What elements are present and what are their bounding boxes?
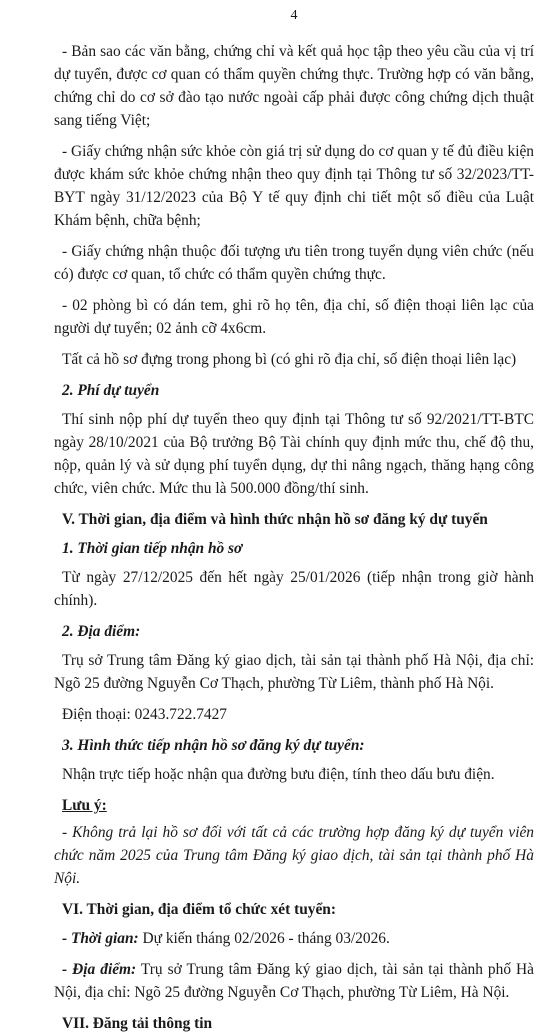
doc-item-priority-certificate: - Giấy chứng nhận thuộc đối tượng ưu tiên trong tuyển dụng viên chức (nếu có) được cơ quan, tổ chức có thẩm quyền chứng thực. (54, 243, 534, 283)
fee-text: Thí sinh nộp phí dự tuyển theo quy định tại Thông tư số 92/2021/TT-BTC ngày 28/10/2021 của Bộ trưởng Bộ Tài chính quy định mức thu, chế độ thu, nộp, quản lý và sử dụng phí tuyển dụng, dự thi nâng ngạch, thăng hạng công chức, viên chức. Mức thu là 500.000 đồng/thí sinh. (54, 411, 534, 497)
receipt-time-text: Từ ngày 27/12/2025 đến hết ngày 25/01/2026 (tiếp nhận trong giờ hành chính). (54, 569, 534, 609)
section-5-heading: V. Thời gian, địa điểm và hình thức nhận hồ sơ đăng ký dự tuyển (62, 511, 488, 528)
note-label: Lưu ý: (62, 797, 107, 814)
section-6-time-label: - Thời gian: (62, 930, 139, 947)
note-text: - Không trả lại hồ sơ đối với tất cả các trường hợp đăng ký dự tuyển viên chức năm 2025 của Trung tâm Đăng ký giao dịch, tài sản tại thành phố Hà Nội. (54, 824, 534, 887)
fee-heading: 2. Phí dự tuyển (62, 382, 160, 399)
phone-text: Điện thoại: 0243.722.7427 (62, 706, 228, 723)
doc-item-health-certificate: - Giấy chứng nhận sức khỏe còn giá trị sử dụng do cơ quan y tế đủ điều kiện được khám sức khỏe chứng nhận theo quy định tại Thông tư số 32/2023/TT-BYT ngày 31/12/2023 của Bộ Y tế quy định chi tiết một số điều của Luật Khám bệnh, chữa bệnh; (54, 143, 534, 229)
envelope-note: Tất cả hồ sơ đựng trong phong bì (có ghi rõ địa chỉ, số điện thoại liên lạc) (62, 351, 517, 368)
section-7-heading: VII. Đăng tải thông tin (62, 1015, 213, 1032)
receipt-method-text: Nhận trực tiếp hoặc nhận qua đường bưu điện, tính theo dấu bưu điện. (62, 766, 495, 783)
doc-item-envelopes-photos: - 02 phòng bì có dán tem, ghi rõ họ tên, địa chỉ, số điện thoại liên lạc của người dự tuyển; 02 ảnh cỡ 4x6cm. (54, 297, 534, 337)
receipt-place-text: Trụ sở Trung tâm Đăng ký giao dịch, tài sản tại thành phố Hà Nội, địa chỉ: Ngõ 25 đường Nguyễn Cơ Thạch, phường Từ Liêm, thành phố Hà Nội. (54, 652, 534, 692)
doc-item-diplomas: - Bản sao các văn bằng, chứng chỉ và kết quả học tập theo yêu cầu của vị trí dự tuyển, được cơ quan có thẩm quyền chứng thực. Trường hợp có văn bằng, chứng chỉ do cơ sở đào tạo nước ngoài cấp phải được công chứng dịch thuật sang tiếng Việt; (54, 43, 534, 129)
section-6-place-text: Trụ sở Trung tâm Đăng ký giao dịch, tài sản tại thành phố Hà Nội, địa chỉ: Ngõ 25 đường Nguyễn Cơ Thạch, phường Từ Liêm, Hà Nội. (54, 961, 534, 1001)
section-6-heading: VI. Thời gian, địa điểm tổ chức xét tuyển: (62, 901, 336, 918)
section-6-place (54, 958, 534, 1004)
section-6-time (54, 927, 534, 950)
receipt-method-heading: 3. Hình thức tiếp nhận hồ sơ đăng ký dự tuyển: (62, 737, 365, 754)
section-6-time-text: Dự kiến tháng 02/2026 - tháng 03/2026. (138, 930, 390, 947)
section-6-place-label: - Địa điểm: (62, 961, 137, 978)
receipt-place-heading: 2. Địa điểm: (62, 623, 141, 640)
receipt-time-heading: 1. Thời gian tiếp nhận hồ sơ (62, 540, 243, 557)
page-number: 4 (290, 8, 298, 23)
